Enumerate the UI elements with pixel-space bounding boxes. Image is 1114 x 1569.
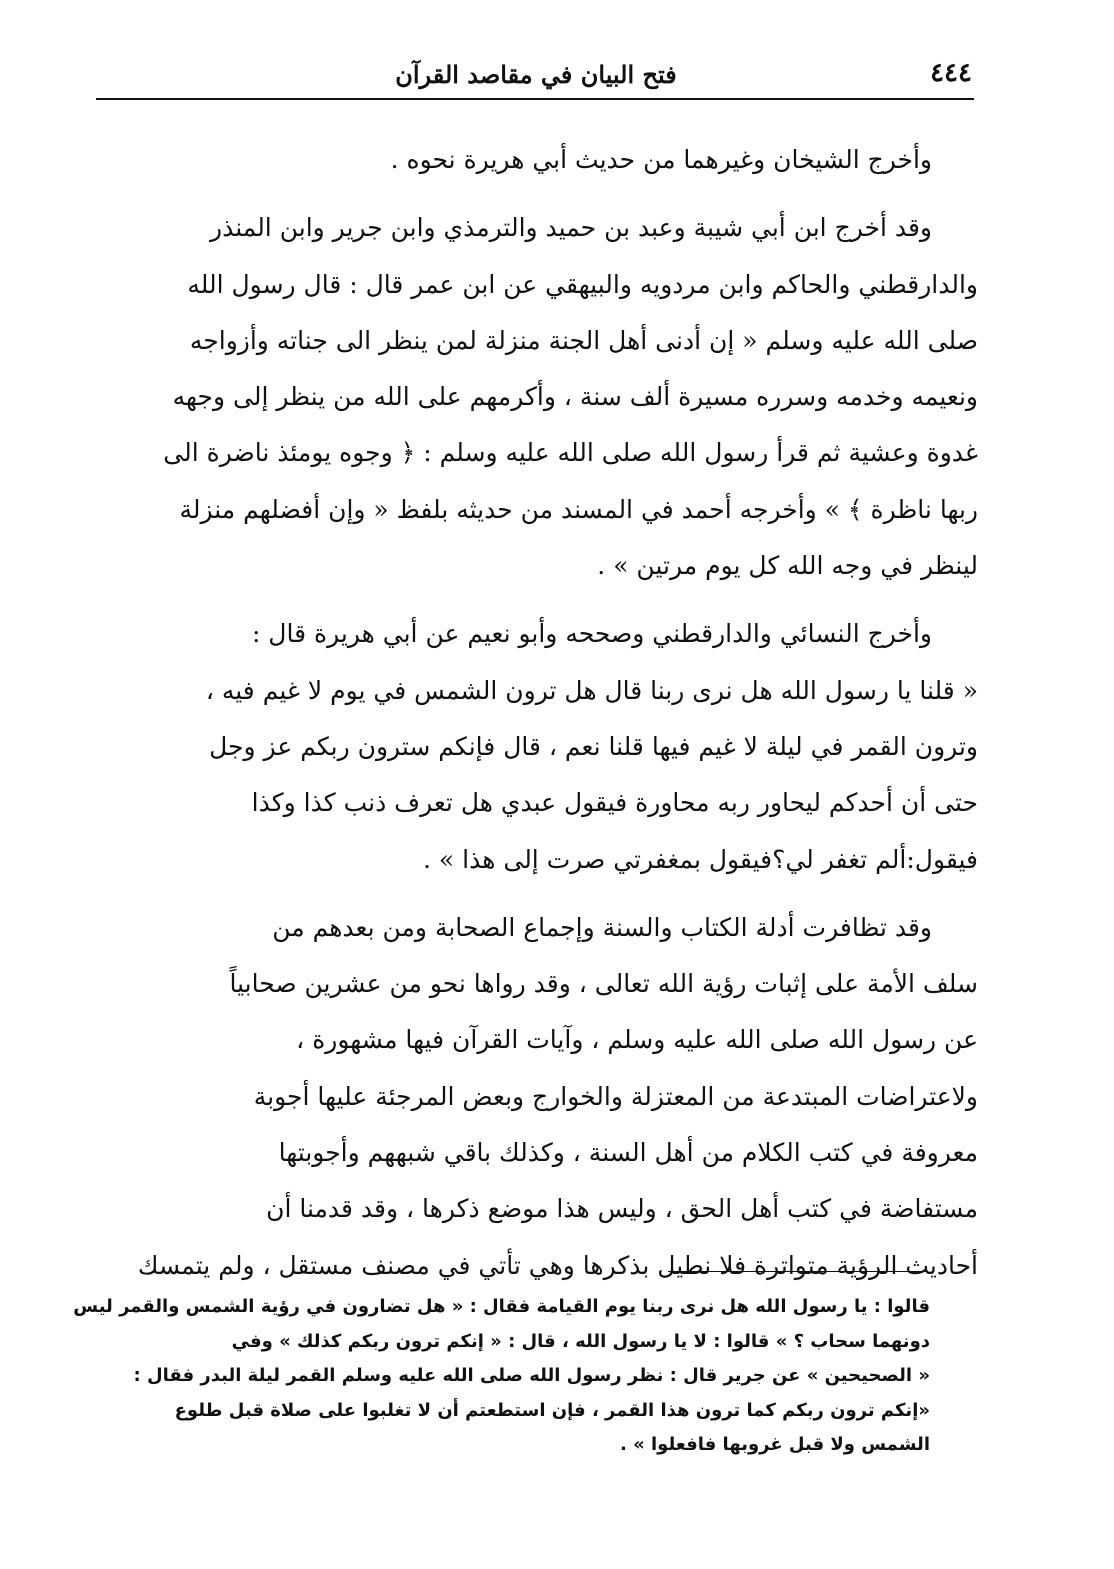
text-line: ولاعتراضات المبتدعة من المعتزلة والخوارج وبعض المرجئة عليها أجوبة [253,1081,978,1111]
footnote-line: قالوا : يا رسول الله هل نرى ربنا يوم القيامة فقال : « هل تضارون في رؤية الشمس والقمر ليس [73,1296,930,1317]
footnote [73,1290,930,1463]
text-line: وقد أخرج ابن أبي شيبة وعبد بن حميد والترمذي وابن جرير وابن المنذر [210,213,932,243]
footnote-line: دونهما سحاب ؟ » قالوا : لا يا رسول الله ، قال : « إنكم ترون ربكم كذلك » وفي [231,1330,930,1352]
footnote-line: «إنكم ترون ربكم كما ترون هذا القمر ، فإن استطعتم أن لا تغلبوا على صلاة قبل طلوع [174,1399,930,1421]
page-number: ٤٤٤ [930,58,972,88]
text-line: صلى الله عليه وسلم « إن أدنى أهل الجنة منزلة لمن ينظر الى جناته وأزواجه [189,325,978,355]
paragraph-4 [90,900,978,1294]
footnote-line: الشمس ولا قبل غروبها فافعلوا » . [620,1434,930,1455]
text-line: ربها ناظرة ﴾ » وأخرجه أحمد في المسند من حديثه بلفظ « وإن أفضلهم منزلة [179,494,978,524]
text-line: وقد تظافرت أدلة الكتاب والسنة وإجماع الصحابة ومن بعدهم من [272,912,932,942]
text-line: وأخرج الشيخان وغيرهما من حديث أبي هريرة نحوه . [390,145,932,174]
text-line: عن رسول الله صلى الله عليه وسلم ، وآيات القرآن فيها مشهورة ، [296,1025,978,1055]
page-header [96,56,976,100]
text-line: أحاديث الرؤية متواترة فلا نطيل بذكرها وهي تأتي في مصنف مستقل ، ولم يتمسك [137,1250,978,1280]
text-line: غدوة وعشية ثم قرأ رسول الله صلى الله عليه وسلم : ﴿ وجوه يومئذ ناضرة الى [163,438,978,468]
text-line: والدارقطني والحاكم وابن مردويه والبيهقي عن ابن عمر قال : قال رسول الله [187,269,978,299]
text-line: وترون القمر في ليلة لا غيم فيها قلنا نعم ، قال فإنكم سترون ربكم عز وجل [209,731,978,761]
text-line: وأخرج النسائي والدارقطني وصححه وأبو نعيم عن أبي هريرة قال : [251,619,932,649]
footnote-line: « الصحيحين » عن جرير قال : نظر رسول الله صلى الله عليه وسلم القمر ليلة البدر فقال : [133,1365,930,1386]
text-line: مستفاضة في كتب أهل الحق ، وليس هذا موضع ذكرها ، وقد قدمنا أن [266,1194,978,1224]
paragraph-2 [90,200,978,594]
text-line: « قلنا يا رسول الله هل نرى ربنا قال هل ترون الشمس في يوم لا غيم فيه ، [205,675,978,705]
header-rule [96,98,974,100]
running-title: فتح البيان في مقاصد القرآن [395,60,677,89]
text-line: ونعيمه وخدمه وسرره مسيرة ألف سنة ، وأكرمهم على الله من ينظر إلى وجهه [172,382,978,412]
text-line: حتى أن أحدكم ليحاور ربه محاورة فيقول عبدي هل تعرف ذنب كذا وكذا [251,788,978,818]
text-line: معروفة في كتب الكلام من أهل السنة ، وكذلك باقي شبههم وأجوبتها [278,1138,978,1168]
text-line: فيقول:ألم تغفر لي؟فيقول بمغفرتي صرت إلى هذا » . [423,844,978,874]
footnote-rule [668,1271,928,1272]
main-text [90,132,978,1306]
paragraph-3 [90,606,978,887]
paragraph-1 [90,132,978,188]
text-line: لينظر في وجه الله كل يوم مرتين » . [597,551,978,581]
text-line: سلف الأمة على إثبات رؤية الله تعالى ، وقد رواها نحو من عشرين صحابياً [229,969,978,999]
